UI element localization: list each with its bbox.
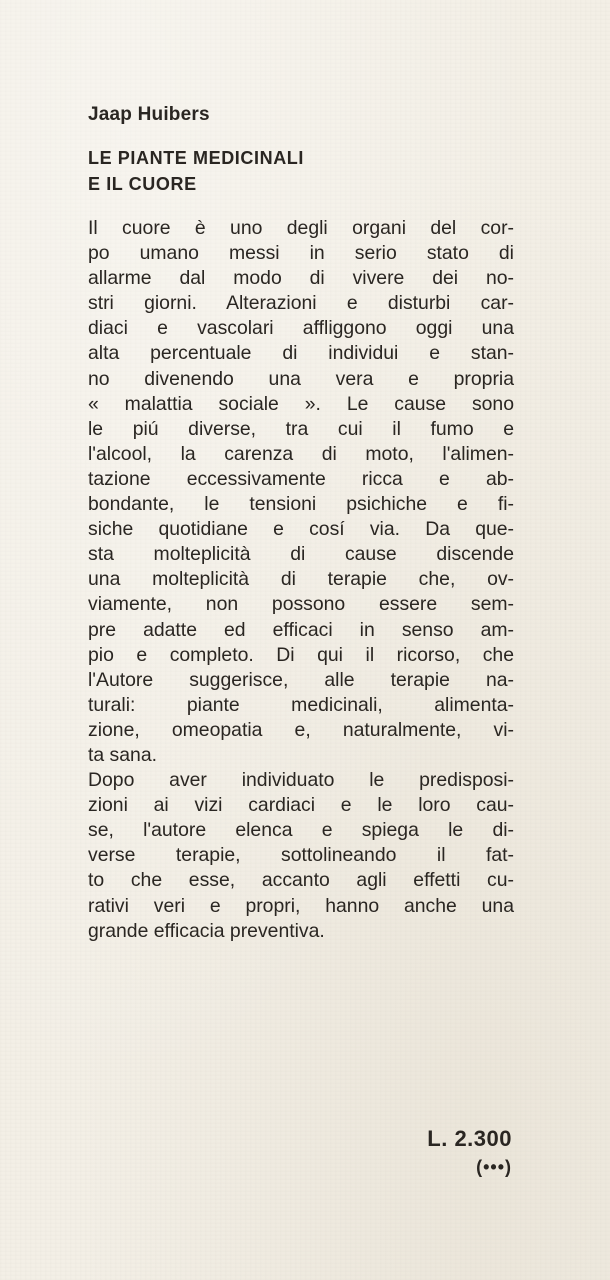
text-line: alta percentuale di individui e stan- [88,342,514,365]
book-title-line-2: E IL CUORE [88,174,197,194]
text-line: tazione eccessivamente ricca e ab- [88,467,514,490]
text-line: sta molteplicità di cause discende [88,543,514,566]
text-line: to che esse, accanto agli effetti cu- [88,869,514,892]
text-line: stri giorni. Alterazioni e disturbi car- [88,292,514,315]
text-line: l'Autore suggerisce, alle terapie na- [88,668,514,691]
text-line: verse terapie, sottolineando il fat- [88,844,514,867]
text-line: l'alcool, la carenza di moto, l'alimen- [88,442,514,465]
text-line: bondante, le tensioni psichiche e fi- [88,493,514,516]
text-line: Il cuore è uno degli organi del cor- [88,217,514,239]
text-line: pre adatte ed efficaci in senso am- [88,618,514,641]
text-line: po umano messi in serio stato di [88,242,514,265]
author-name: Jaap Huibers [88,104,210,125]
text-line: se, l'autore elenca e spiega le di- [88,819,514,842]
price: L. 2.300 [427,1126,512,1151]
text-line: pio e completo. Di qui il ricorso, che [88,643,514,666]
text-line: le piú diverse, tra cui il fumo e [88,417,514,440]
text-line: allarme dal modo di vivere dei no- [88,267,514,290]
text-line: viamente, non possono essere sem- [88,593,514,616]
text-line: « malattia sociale ». Le cause sono [88,392,514,415]
text-line: rativi veri e propri, hanno anche una [88,894,514,917]
text-line: una molteplicità di terapie che, ov- [88,568,514,591]
text-line: Dopo aver individuato le predisposi- [88,769,514,792]
text-line: zione, omeopatia e, naturalmente, vi- [88,718,514,741]
text-line: grande efficacia preventiva. [88,919,325,942]
text-line: diaci e vascolari affliggono oggi una [88,317,514,340]
price-block [427,1124,512,1180]
book-title-line-1: LE PIANTE MEDICINALI [88,148,305,168]
description-text [88,216,514,944]
price-code: (•••) [476,1157,512,1177]
text-line: ta sana. [88,743,157,766]
text-line: zioni ai vizi cardiaci e le loro cau- [88,794,514,817]
text-line: turali: piante medicinali, alimenta- [88,693,514,716]
book-title [88,145,304,197]
text-line: no divenendo una vera e propria [88,367,514,390]
text-line: siche quotidiane e cosí via. Da que- [88,518,514,541]
